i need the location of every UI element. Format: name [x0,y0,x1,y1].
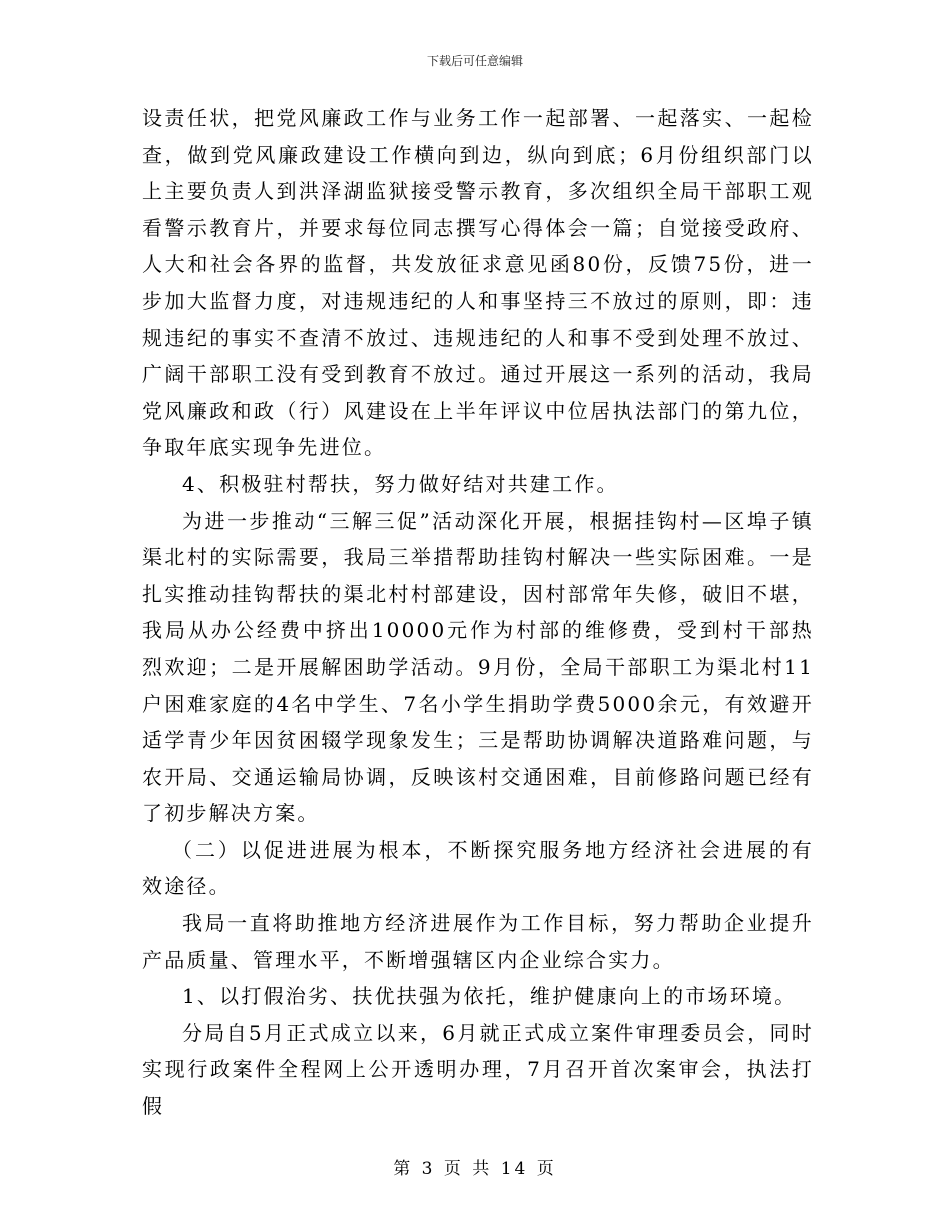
page-header: 下载后可任意编辑 [426,54,523,68]
heading-section-two: （二）以促进进展为根本，不断探究服务地方经济社会进展的有效途径。 [142,837,814,899]
paragraph-section-two-intro: 我局一直将助推地方经济进展作为工作目标，努力帮助企业提升产品质量、管理水平，不断增强辖区内企业综合实力。 [142,911,814,972]
paragraph-discipline-continued: 设责任状，把党风廉政工作与业务工作一起部署、一起落实、一起检查，做到党风廉政建设工作横向到边，纵向到底；6月份组织部门以上主要负责人到洪泽湖监狱接受警示教育，多次组织全局干部职工观看警示教育片，并要求每位同志撰写心得体会一篇；自觉接受政府、人大和社会各界的监督，共发放征求意见函80份，反馈75份，进一步加大监督力度，对违规违纪的人和事坚持三不放过的原则，即：违规违纪的事实不查清不放过、违规违纪的人和事不受到处理不放过、广阔干部职工没有受到教育不放过。通过开展这一系列的活动，我局党风廉政和政（行）风建设在上半年评议中位居执法部门的第九位，争取年底实现争先进位。 [142,106,814,460]
page-number-footer: 第 3 页 共 14 页 [393,1159,557,1179]
paragraph-village-assistance: 为进一步推动“三解三促”活动深化开展，根据挂钩村—区埠子镇渠北村的实际需要，我局三举措帮助挂钩村解决一些实际困难。一是扎实推动挂钩帮扶的渠北村村部建设，因村部常年失修，破旧不堪，我局从办公经费中挤出10000元作为村部的维修费，受到村干部热烈欢迎；二是开展解困助学活动。9月份，全局干部职工为渠北村11户困难家庭的4名中学生、7名小学生捐助学费5000余元，有效避开适学青少年因贫困辍学现象发生；三是帮助协调解决道路难问题，与农开局、交通运输局协调，反映该村交通困难，目前修路问题已经有了初步解决方案。 [142,508,814,826]
document-body [142,100,814,1125]
heading-anti-counterfeit: 1、以打假治劣、扶优扶强为依托，维护健康向上的市场环境。 [182,984,797,1009]
paragraph-anti-counterfeit: 分局自5月正式成立以来，6月就正式成立案件审理委员会，同时实现行政案件全程网上公开透明办理，7月召开首次案审会，执法打假 [142,1020,814,1119]
heading-village-assistance: 4、积极驻村帮扶，努力做好结对共建工作。 [182,471,619,496]
